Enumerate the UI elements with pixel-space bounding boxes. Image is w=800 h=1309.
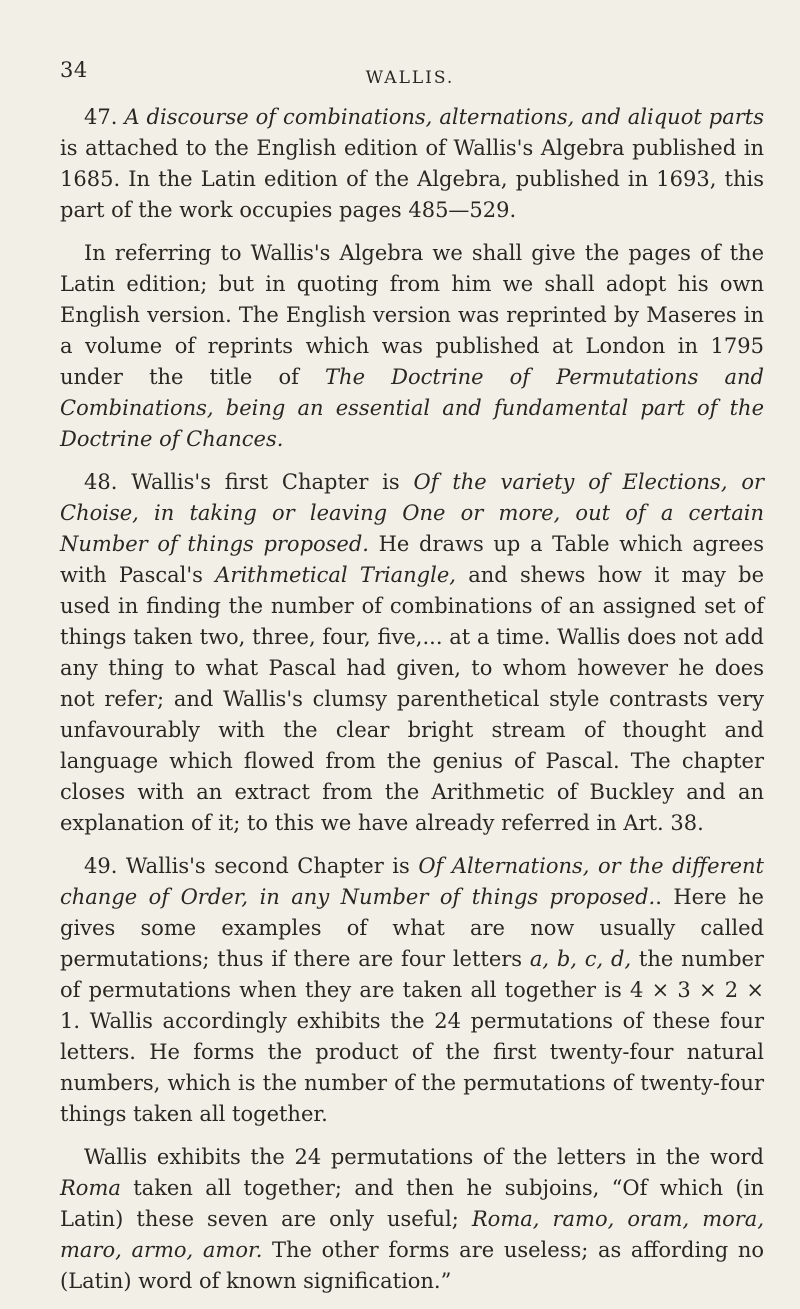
paragraph-art-48 xyxy=(60,467,764,839)
italic-text-run: Roma xyxy=(60,1176,121,1200)
running-title: WALLIS. xyxy=(365,68,455,88)
text-run: He draws up a Table which agrees with Pascal's xyxy=(60,532,764,587)
text-run: . Here he gives some examples of what are now usually called permutations; thus if there are four letters xyxy=(60,885,764,971)
italic-text-run: A discourse of combinations, alternations, and aliquot parts xyxy=(124,105,764,129)
text-run: 47. xyxy=(84,105,125,129)
paragraph-art-49 xyxy=(60,851,764,1130)
text-run: taken all together; and then he subjoins, “Of which (in Latin) these seven are only useful; xyxy=(60,1176,764,1231)
paragraph-latin-edition xyxy=(60,238,764,455)
text-run: In referring to Wallis's Algebra we shall give the pages of the Latin edition; but in quoting from him we shall adopt his own English version. The English version was reprinted by Maseres in a volume of reprints which was published at London in 1795 under the title of xyxy=(60,241,764,389)
italic-text-run: Of the variety of Elections, or Choise, in taking or leaving One or more, out of a certain Number of things proposed. xyxy=(60,470,765,556)
body-text xyxy=(60,102,764,1309)
running-head xyxy=(60,58,760,98)
italic-text-run: The Doctrine of Permutations and Combinations, being an essential and fundamental part of the Doctrine of Chances. xyxy=(60,365,764,451)
page-number: 34 xyxy=(60,58,88,82)
italic-text-run: a, b, c, d, xyxy=(529,947,632,971)
italic-text-run: Arithmetical Triangle, xyxy=(215,563,456,587)
italic-text-run: Roma, ramo, oram, mora, maro, armo, amor. xyxy=(60,1207,764,1262)
paragraph-art-47 xyxy=(60,102,764,226)
text-run: Wallis exhibits the 24 permutations of the letters in the word xyxy=(84,1145,764,1169)
paragraph-roma xyxy=(60,1142,764,1297)
text-run: 48. Wallis's first Chapter is xyxy=(84,470,414,494)
text-run: 49. Wallis's second Chapter is xyxy=(84,854,419,878)
text-run: The other forms are useless; as affording no (Latin) word of known signification.” xyxy=(60,1238,764,1293)
italic-text-run: Of Alternations, or the different change of Order, in any Number of things proposed. xyxy=(60,854,764,909)
text-run: the number of permutations when they are taken all together is 4 × 3 × 2 × 1. Wallis accordingly exhibits the 24 permutations of these four letters. He forms the product of the first twenty-four natural numbers, which is the number of the permutations of twenty-four things taken all together. xyxy=(60,947,764,1126)
text-run: is attached to the English edition of Wallis's Algebra published in 1685. In the Latin edition of the Algebra, published in 1693, this part of the work occupies pages 485—529. xyxy=(60,136,764,222)
text-run: and shews how it may be used in finding the number of combinations of an assigned set of things taken two, three, four, five,... at a time. Wallis does not add any thing to what Pascal had given, to whom however he does not refer; and Wallis's clumsy parenthetical style contrasts very unfavourably with the clear bright stream of thought and language which flowed from the genius of Pascal. The chapter closes with an extract from the Arithmetic of Buckley and an explanation of it; to this we have already referred in Art. 38. xyxy=(60,563,764,835)
